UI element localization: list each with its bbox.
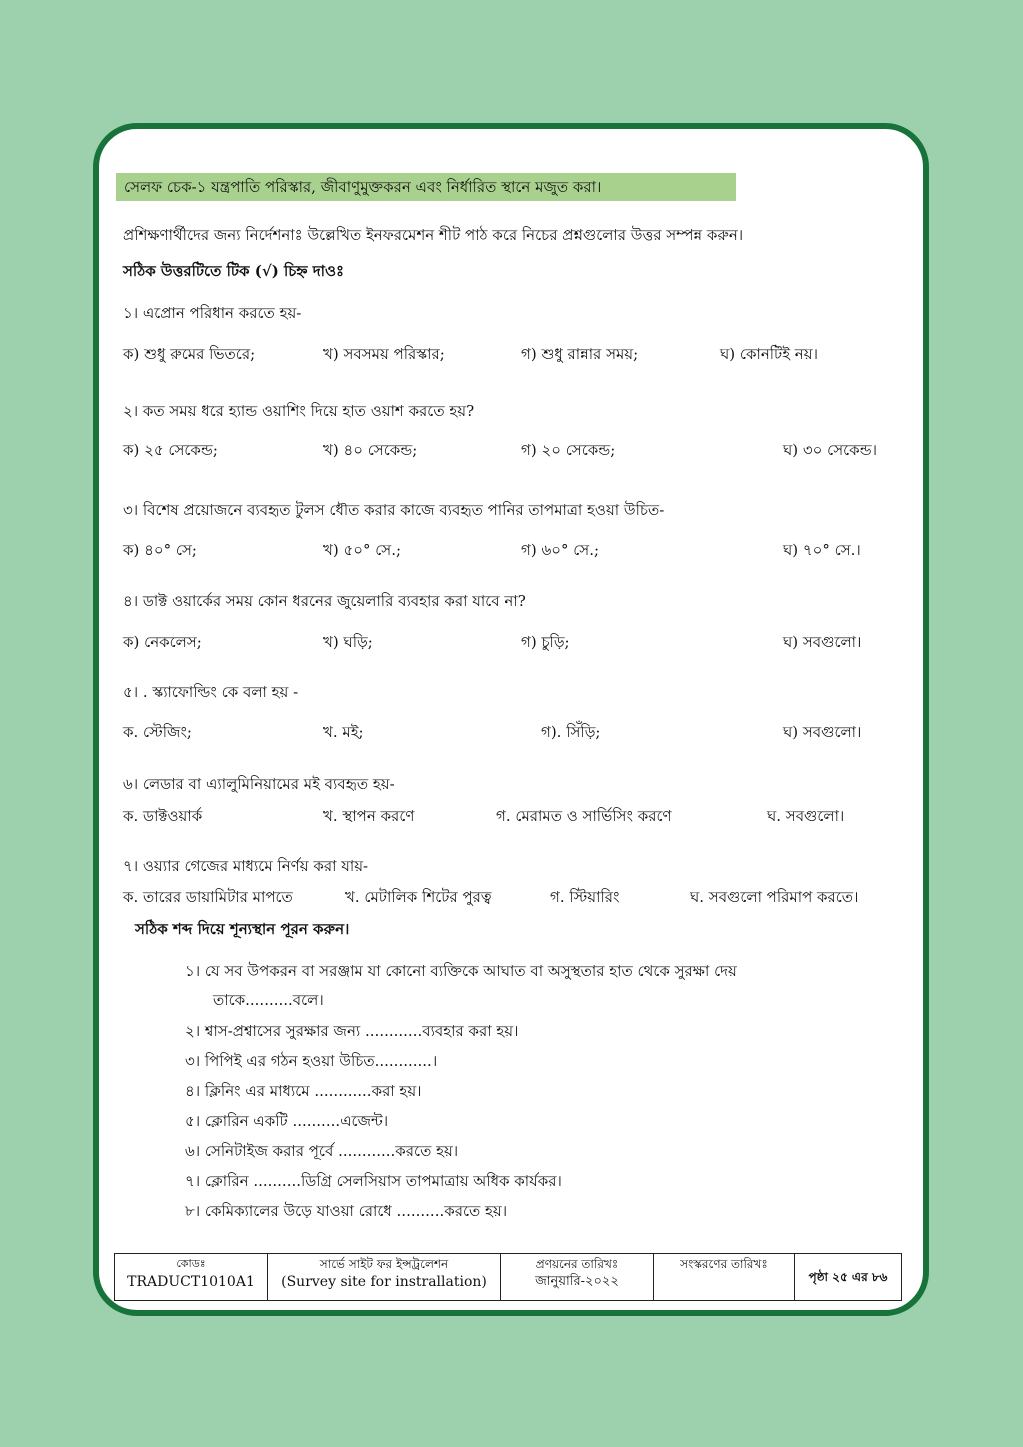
q2-option-c[interactable]: গ) ২০ সেকেন্ড;: [521, 441, 616, 459]
q1-option-b[interactable]: খ) সবসময় পরিস্কার;: [323, 345, 445, 363]
q7-option-a[interactable]: ক. তারের ডায়ামিটার মাপতে: [123, 888, 293, 906]
fill-item-3: ৩। পিপিই এর গঠন হওয়া উচিত............।: [185, 1052, 438, 1070]
fill-item-6: ৬। সেনিটাইজ করার পূর্বে ............করতে হয়।: [185, 1142, 459, 1160]
q6-option-c[interactable]: গ. মেরামত ও সার্ভিসিং করণে: [496, 807, 672, 825]
q2-option-b[interactable]: খ) ৪০ সেকেন্ড;: [323, 441, 418, 459]
footer-rev-cell: [654, 1254, 795, 1301]
fill-heading: সঠিক শব্দ দিয়ে শূন্যস্থান পূরন করুন।: [135, 920, 350, 938]
q2-option-d[interactable]: ঘ) ৩০ সেকেন্ড।: [783, 441, 878, 459]
question-4: ৪। ডাক্ট ওয়ার্কের সময় কোন ধরনের জুয়েলারি ব্যবহার করা যাবে না?: [123, 592, 526, 610]
footer-code-value: TRADUCT1010A1: [127, 1274, 255, 1290]
q1-option-d[interactable]: ঘ) কোনটিই নয়।: [720, 345, 818, 363]
tick-heading: সঠিক উত্তরটিতে টিক (√) চিহ্ন দাওঃ: [123, 262, 345, 280]
q7-option-b[interactable]: খ. মেটালিক শিটের পুরত্ব: [345, 888, 492, 906]
fill-item-2: ২। শ্বাস-প্রশ্বাসের সুরক্ষার জন্য ............ব্যবহার করা হয়।: [185, 1022, 519, 1040]
q5-option-b[interactable]: খ. মই;: [323, 723, 364, 741]
footer-rev-label: সংস্করণের তারিখঃ: [680, 1257, 768, 1271]
fill-item-5: ৫। ক্লোরিন একটি ..........এজেন্ট।: [185, 1112, 389, 1130]
q4-option-c[interactable]: গ) চুড়ি;: [521, 633, 570, 651]
q7-option-c[interactable]: গ. স্টিয়ারিং: [550, 888, 620, 906]
footer-page-cell: [795, 1254, 902, 1301]
q3-option-c[interactable]: গ) ৬০° সে.;: [521, 541, 600, 559]
footer-title-cell: [268, 1254, 501, 1301]
question-7: ৭। ওয়্যার গেজের মাধ্যমে নির্ণয় করা যায়-: [123, 857, 369, 875]
q7-option-d[interactable]: ঘ. সবগুলো পরিমাপ করতে।: [690, 888, 859, 906]
q6-option-d[interactable]: ঘ. সবগুলো।: [767, 807, 845, 825]
question-1: ১। এপ্রোন পরিধান করতে হয়-: [123, 304, 302, 322]
footer-code-cell: [115, 1254, 268, 1301]
q6-option-b[interactable]: খ. স্থাপন করণে: [323, 807, 415, 825]
footer-prep-label: প্রণয়নের তারিখঃ: [535, 1257, 619, 1271]
section-title: সেলফ চেক-১ যন্ত্রপাতি পরিস্কার, জীবাণুমুক্তকরন এবং নির্ধারিত স্থানে মজুত করা।: [116, 173, 736, 201]
q1-option-c[interactable]: গ) শুধু রান্নার সময়;: [521, 345, 639, 363]
fill-item-7: ৭। ক্লোরিন ..........ডিগ্রি সেলসিয়াস তাপমাত্রায় অধিক কার্যকর।: [185, 1172, 562, 1190]
q4-option-d[interactable]: ঘ) সবগুলো।: [783, 633, 862, 651]
q2-option-a[interactable]: ক) ২৫ সেকেন্ড;: [123, 441, 218, 459]
footer-page-number: পৃষ্ঠা ২৫ এর ৮৬: [808, 1269, 888, 1284]
q1-option-a[interactable]: ক) শুধু রুমের ভিতরে;: [123, 345, 256, 363]
fill-item-1-cont: তাকে..........বলে।: [213, 991, 324, 1009]
footer-title-bn: সার্ভে সাইট ফর ইন্সট্রলেশন: [319, 1257, 449, 1271]
q3-option-d[interactable]: ঘ) ৭০° সে.।: [783, 541, 861, 559]
q6-option-a[interactable]: ক. ডাক্টওয়ার্ক: [123, 807, 203, 825]
q5-option-d[interactable]: ঘ) সবগুলো।: [783, 723, 862, 741]
fill-item-1: ১। যে সব উপকরন বা সরঞ্জাম যা কোনো ব্যক্তিকে আঘাত বা অসুস্থতার হাত থেকে সুরক্ষা দেয়: [185, 962, 737, 980]
fill-item-4: ৪। ক্লিনিং এর মাধ্যমে ............করা হয়।: [185, 1082, 422, 1100]
question-6: ৬। লেডার বা এ্যালুমিনিয়ামের মই ব্যবহৃত হয়-: [123, 775, 395, 793]
footer-prep-value: জানুয়ারি-২০২২: [535, 1274, 619, 1289]
q4-option-b[interactable]: খ) ঘড়ি;: [323, 633, 373, 651]
q3-option-b[interactable]: খ) ৫০° সে.;: [323, 541, 402, 559]
q5-option-a[interactable]: ক. স্টেজিং;: [123, 723, 192, 741]
fill-item-8: ৮। কেমিক্যালের উড়ে যাওয়া রোধে ..........করতে হয়।: [185, 1202, 508, 1220]
footer-code-label: কোডঃ: [176, 1257, 206, 1270]
instruction-text: প্রশিক্ষণার্থীদের জন্য নির্দেশনাঃ উল্লেখিত ইনফরমেশন শীট পাঠ করে নিচের প্রশ্নগুলোর উত্তর সম্পন্ন করুন।: [123, 226, 744, 244]
question-2: ২। কত সময় ধরে হ্যান্ড ওয়াশিং দিয়ে হাত ওয়াশ করতে হয়?: [123, 402, 475, 420]
q3-option-a[interactable]: ক) ৪০° সে;: [123, 541, 197, 559]
footer-prep-cell: [501, 1254, 654, 1301]
q5-option-c[interactable]: গ). সিঁড়ি;: [541, 723, 601, 741]
footer-table: [114, 1253, 902, 1301]
question-3: ৩। বিশেষ প্রয়োজনে ব্যবহৃত টুলস ধৌত করার কাজে ব্যবহৃত পানির তাপমাত্রা হওয়া উচিত-: [123, 501, 665, 519]
q4-option-a[interactable]: ক) নেকলেস;: [123, 633, 202, 651]
footer-title-en: (Survey site for instrallation): [281, 1274, 487, 1290]
question-5: ৫। . স্ক্যাফোল্ডিং কে বলা হয় -: [123, 683, 299, 701]
